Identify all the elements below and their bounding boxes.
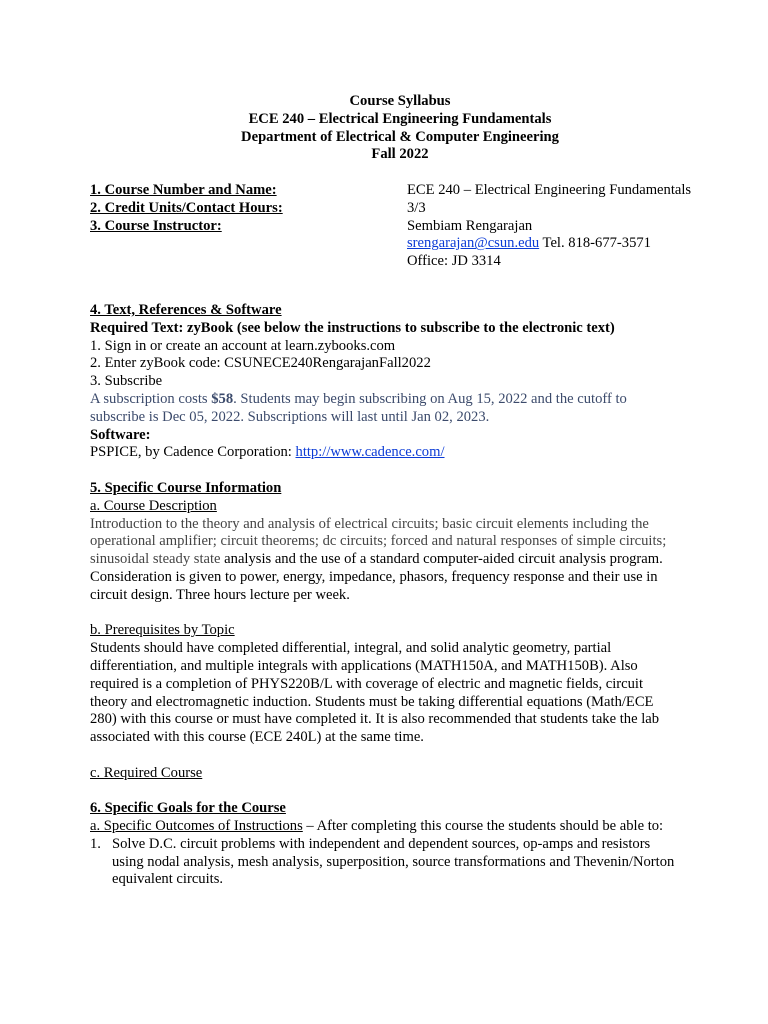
instructor-email-link[interactable]: srengarajan@csun.edu [407, 235, 540, 252]
title-department: Department of Electrical & Computer Engineering [241, 128, 559, 145]
credit-units-value: 3/3 [407, 199, 426, 216]
section-course-information [90, 480, 710, 783]
credit-units-label: 2. Credit Units/Contact Hours: [90, 199, 283, 216]
syllabus-page [90, 93, 710, 889]
instructor-phone: Tel. 818-677-3571 [539, 235, 651, 252]
outcome-item-1-text: Solve D.C. circuit problems with independent and dependent sources, op-amps and resistors using nodal analysis, mesh analysis, superposition, source transformations and Thevenin/Norton equivalent circuits. [112, 835, 675, 888]
course-description-title: a. Course Description [90, 497, 217, 514]
required-text: Required Text: zyBook (see below the instructions to subscribe to the electronic text) [90, 319, 615, 336]
course-info-grid [90, 182, 710, 270]
course-description-gray: Introduction to the theory and analysis of electrical circuits; basic circuit elements including the operational amplifier; circuit theorems; dc circuits; forced and natural responses of simple circuits; sinusoidal steady state [90, 515, 667, 568]
outcome-item-1-number: 1. [90, 835, 101, 852]
section-specific-goals [90, 800, 710, 889]
instructor-name: Sembiam Rengarajan [407, 217, 533, 234]
zybook-step-3: 3. Subscribe [90, 373, 163, 390]
section-text-references [90, 302, 710, 462]
outcome-item-1 [90, 836, 682, 889]
subscription-post: . Students may begin subscribing on Aug 15, 2022 and the cutoff to subscribe is Dec 05, 2022. Subscriptions will last until Jan 02, 2023. [90, 390, 627, 425]
section5-heading: 5. Specific Course Information [90, 479, 282, 496]
pspice-text: PSPICE, by Cadence Corporation: [90, 444, 296, 461]
software-label: Software: [90, 426, 151, 443]
title-course-name: ECE 240 – Electrical Engineering Fundamentals [248, 110, 552, 127]
subscription-info [90, 391, 660, 427]
zybook-step-1: 1. Sign in or create an account at learn.zybooks.com [90, 337, 396, 354]
section4-heading: 4. Text, References & Software [90, 301, 282, 318]
instructor-contact [407, 235, 651, 253]
course-description-body [90, 516, 680, 605]
outcomes-rest: – After completing this course the students should be able to: [302, 818, 664, 835]
instructor-office: Office: JD 3314 [407, 253, 501, 270]
title-course-syllabus: Course Syllabus [349, 93, 451, 109]
cadence-link[interactable]: http://www.cadence.com/ [295, 444, 445, 461]
document-header [90, 93, 710, 164]
required-course-title: c. Required Course [90, 764, 203, 781]
outcomes-title: a. Specific Outcomes of Instructions [90, 818, 303, 835]
prerequisites-title: b. Prerequisites by Topic [90, 622, 235, 639]
instructor-label: 3. Course Instructor: [90, 217, 222, 234]
subscription-price: $58 [211, 390, 234, 407]
course-number-value: ECE 240 – Electrical Engineering Fundamentals [407, 181, 692, 198]
course-description-black: analysis and the use of a standard computer-aided circuit analysis program. Consideration is given to power, energy, impedance, phasors, frequency response and their use in circuit design. Three hours lecture per week. [90, 551, 663, 603]
prerequisites-body: Students should have completed differential, integral, and solid analytic geometry, partial differentiation, and multiple integrals with applications (MATH150A, and MATH150B). Also required is a completion of PHYS220B/L with coverage of electric and magnetic fields, circuit theory and electromagnetic induction. Students must be taking differential equations (Math/ECE 280) with this course or must have completed it. It is also recommended that students take the lab associated with this course (ECE 240L) at the same time. [90, 640, 660, 746]
section6-heading: 6. Specific Goals for the Course [90, 800, 286, 817]
zybook-step-2: 2. Enter zyBook code: CSUNECE240RengarajanFall2022 [90, 355, 431, 372]
title-semester: Fall 2022 [371, 146, 429, 163]
course-number-label: 1. Course Number and Name: [90, 181, 277, 198]
outcomes-intro [90, 818, 710, 836]
subscription-pre: A subscription costs [90, 390, 212, 407]
software-line [90, 444, 710, 462]
